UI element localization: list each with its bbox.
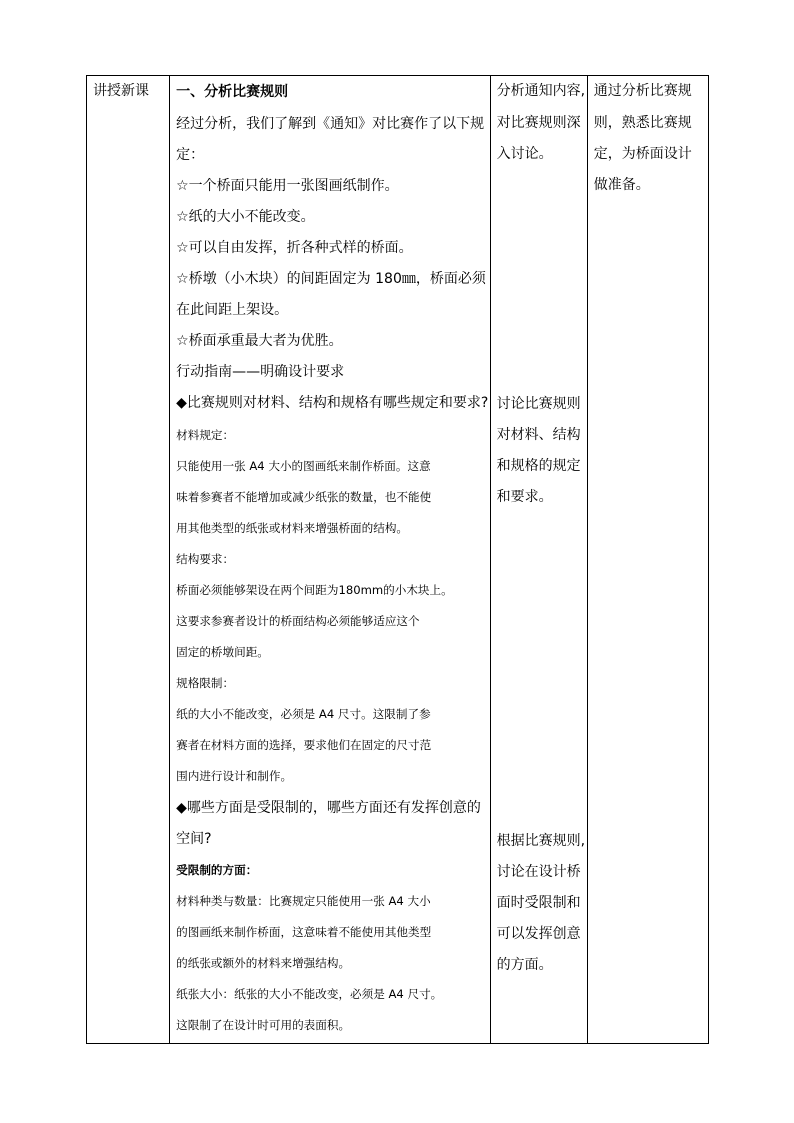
intro-text: 经过分析，我们了解到《通知》对比赛作了以下规 — [176, 116, 485, 132]
body-text: 这要求参赛者设计的桥面结构必须能够适应这个 — [176, 614, 420, 628]
rule-item: ☆纸的大小不能改变。 — [176, 209, 315, 225]
activity-text: 讨论在设计桥 — [496, 864, 581, 880]
activity-text: 根据比赛规则, — [496, 833, 586, 849]
subsection-title: 受限制的方面： — [176, 863, 258, 877]
body-text: 材料种类与数量：比赛规定只能使用一张 A4 大小 — [176, 894, 431, 908]
section-label: 讲授新课 — [93, 83, 149, 99]
rule-item: 在此间距上架设。 — [176, 302, 289, 318]
section-label-cell — [87, 76, 170, 1044]
guide-title: 行动指南——明确设计要求 — [176, 364, 345, 380]
rule-item: ☆一个桥面只能用一张图画纸制作。 — [176, 178, 399, 194]
body-text: 的纸张或额外的材料来增强结构。 — [176, 956, 351, 970]
table-row — [87, 76, 709, 1044]
body-text: 围内进行设计和制作。 — [176, 769, 293, 783]
activity-text: 对材料、结构 — [496, 427, 581, 443]
rule-item: ☆可以自由发挥，折各种式样的桥面。 — [176, 240, 413, 256]
activity-text: 面时受限制和 — [496, 895, 581, 911]
activity-text: 讨论比赛规则 — [496, 396, 581, 412]
design-intent-cell — [587, 76, 708, 1044]
activity-text: 的方面。 — [496, 957, 553, 973]
body-text: 赛者在材料方面的选择，要求他们在固定的尺寸范 — [176, 738, 432, 752]
subsection-title: 材料规定： — [176, 428, 235, 442]
subsection-title: 结构要求： — [176, 552, 235, 566]
body-text: 固定的桥墩间距。 — [176, 645, 269, 659]
body-text: 纸张大小：纸张的大小不能改变，必须是 A4 尺寸。 — [176, 987, 443, 1001]
body-text: 桥面必须能够架设在两个间距为180mm的小木块上。 — [176, 583, 453, 597]
subsection-title: 规格限制： — [176, 676, 235, 690]
question-item: ◆比赛规则对材料、结构和规格有哪些规定和要求? — [176, 395, 489, 411]
body-text: 的图画纸来制作桥面，这意味着不能使用其他类型 — [176, 925, 432, 939]
activity-text: 对比赛规则深 — [496, 115, 581, 131]
section-heading: 一、分析比赛规则 — [176, 84, 289, 100]
rule-item: ☆桥面承重最大者为优胜。 — [176, 333, 343, 349]
lesson-plan-table — [86, 75, 709, 1044]
activity-text: 入讨论。 — [496, 146, 553, 162]
intent-text: 则，熟悉比赛规 — [593, 115, 692, 131]
intro-text: 定： — [176, 147, 205, 163]
activity-text: 可以发挥创意 — [496, 926, 581, 942]
intent-text: 定，为桥面设计 — [593, 146, 692, 162]
intent-text: 做准备。 — [593, 177, 650, 193]
body-text: 味着参赛者不能增加或减少纸张的数量，也不能使 — [176, 490, 432, 504]
rule-item: ☆桥墩（小木块）的间距固定为 180㎜，桥面必须 — [176, 271, 486, 287]
content-cell — [170, 76, 491, 1044]
body-text: 用其他类型的纸张或材料来增强桥面的结构。 — [176, 521, 409, 535]
student-activity-cell — [490, 76, 587, 1044]
body-text: 这限制了在设计时可用的表面积。 — [176, 1018, 351, 1032]
body-text: 只能使用一张 A4 大小的图画纸来制作桥面。这意 — [176, 459, 431, 473]
question-item: ◆哪些方面是受限制的，哪些方面还有发挥创意的 — [176, 800, 481, 816]
intent-text: 通过分析比赛规 — [593, 83, 692, 99]
question-item: 空间? — [176, 831, 212, 847]
activity-text: 和规格的规定 — [496, 458, 581, 474]
activity-text: 和要求。 — [496, 489, 553, 505]
body-text: 纸的大小不能改变，必须是 A4 尺寸。这限制了参 — [176, 707, 431, 721]
activity-text: 分析通知内容, — [496, 83, 586, 99]
